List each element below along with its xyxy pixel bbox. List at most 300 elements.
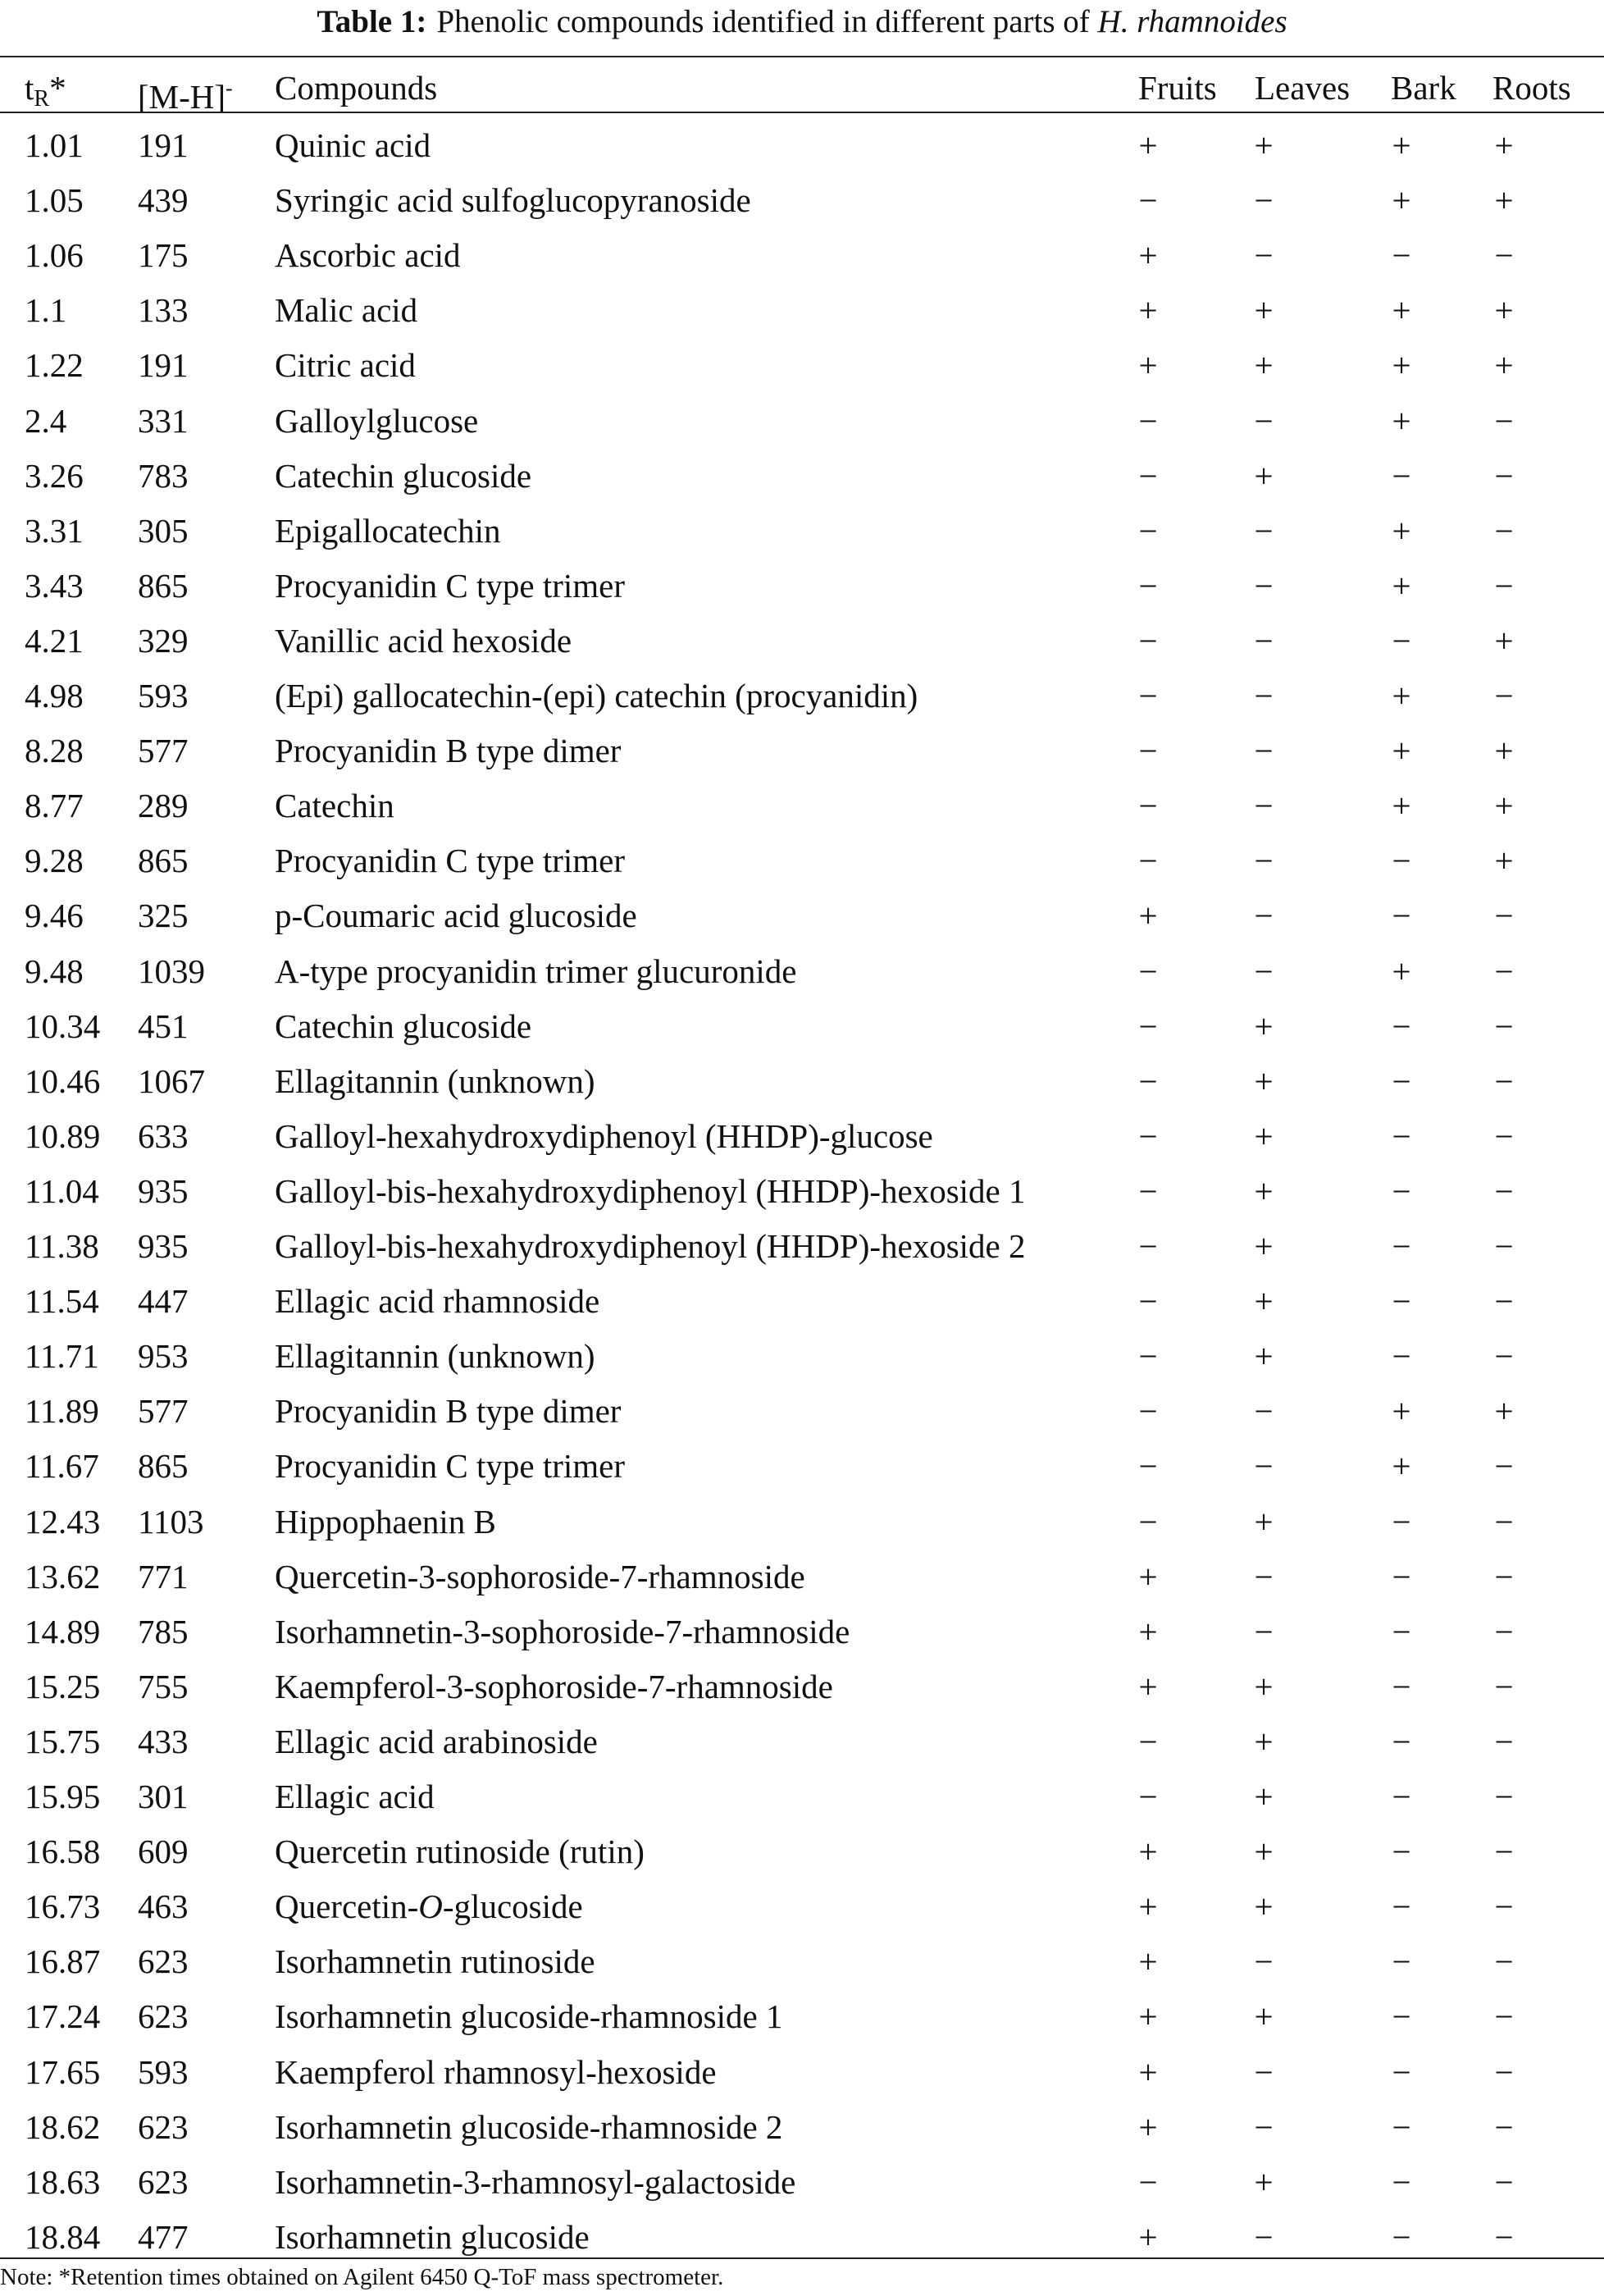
- cell-compound: Isorhamnetin rutinoside: [275, 1942, 595, 1981]
- table-row: [0, 1495, 1604, 1550]
- cell-roots: +: [1494, 732, 1514, 770]
- cell-retention-time: 18.84: [25, 2217, 101, 2256]
- cell-fruits: −: [1138, 566, 1158, 605]
- cell-compound: Procyanidin B type dimer: [275, 732, 622, 770]
- cell-roots: +: [1494, 621, 1514, 660]
- cell-roots: +: [1494, 1392, 1514, 1431]
- cell-fruits: −: [1138, 1061, 1158, 1100]
- table-row: [0, 778, 1604, 833]
- cell-compound: Epigallocatechin: [275, 511, 501, 550]
- table-row: [0, 1329, 1604, 1384]
- cell-leaves: −: [1254, 511, 1274, 550]
- cell-mass: 325: [138, 897, 189, 935]
- cell-fruits: −: [1138, 1778, 1158, 1815]
- cell-bark: −: [1392, 2162, 1411, 2201]
- cell-fruits: +: [1138, 346, 1158, 385]
- cell-mass: 447: [138, 1282, 189, 1321]
- cell-leaves: −: [1254, 897, 1274, 935]
- cell-bark: −: [1392, 1887, 1411, 1926]
- cell-mass: 331: [138, 401, 189, 440]
- cell-mass: 433: [138, 1722, 189, 1760]
- cell-roots: −: [1494, 1612, 1514, 1650]
- cell-mass: 1067: [138, 1061, 205, 1100]
- cell-mass: 623: [138, 1942, 189, 1981]
- cell-roots: −: [1494, 1006, 1514, 1045]
- cell-bark: −: [1392, 621, 1411, 660]
- bottom-rule: [0, 2257, 1604, 2259]
- cell-retention-time: 4.21: [25, 621, 84, 660]
- cell-roots: −: [1494, 1887, 1514, 1926]
- cell-roots: −: [1494, 1502, 1514, 1541]
- header-bark: Bark: [1391, 69, 1456, 107]
- table-row: [0, 1604, 1604, 1659]
- cell-retention-time: 14.89: [25, 1612, 101, 1650]
- table-row: [0, 888, 1604, 943]
- cell-leaves: −: [1254, 732, 1274, 770]
- cell-fruits: +: [1138, 1557, 1158, 1595]
- cell-roots: −: [1494, 1061, 1514, 1100]
- cell-fruits: +: [1138, 2052, 1158, 2091]
- cell-leaves: −: [1254, 842, 1274, 880]
- table-row: [0, 1934, 1604, 1989]
- cell-fruits: +: [1138, 1833, 1158, 1871]
- cell-roots: −: [1494, 2052, 1514, 2091]
- cell-retention-time: 18.62: [25, 2107, 101, 2146]
- cell-leaves: +: [1254, 1887, 1274, 1926]
- table-label: Table 1:: [317, 4, 427, 39]
- cell-leaves: −: [1254, 1612, 1274, 1650]
- cell-fruits: +: [1138, 897, 1158, 935]
- cell-retention-time: 1.05: [25, 181, 84, 220]
- cell-fruits: −: [1138, 2162, 1158, 2201]
- cell-retention-time: 1.06: [25, 236, 84, 275]
- cell-roots: +: [1494, 181, 1514, 220]
- cell-fruits: −: [1138, 1722, 1158, 1760]
- cell-compound: Ellagic acid arabinoside: [275, 1722, 598, 1760]
- cell-retention-time: 1.1: [25, 291, 67, 330]
- header-leaves: Leaves: [1255, 69, 1351, 107]
- cell-roots: +: [1494, 291, 1514, 330]
- table-row: [0, 1989, 1604, 2044]
- cell-retention-time: 15.75: [25, 1722, 101, 1760]
- cell-compound: Catechin glucoside: [275, 456, 532, 495]
- cell-leaves: −: [1254, 1447, 1274, 1486]
- cell-roots: −: [1494, 677, 1514, 714]
- cell-bark: +: [1392, 346, 1411, 385]
- cell-fruits: −: [1138, 511, 1158, 550]
- table-row: [0, 283, 1604, 338]
- cell-fruits: −: [1138, 1502, 1158, 1541]
- cell-roots: −: [1494, 456, 1514, 495]
- table-row: [0, 1550, 1604, 1604]
- header-compounds: Compounds: [275, 69, 438, 107]
- cell-bark: +: [1392, 732, 1411, 770]
- cell-compound: Kaempferol-3-sophoroside-7-rhamnoside: [275, 1667, 833, 1705]
- cell-leaves: +: [1254, 1227, 1274, 1265]
- cell-leaves: +: [1254, 1502, 1274, 1541]
- cell-fruits: −: [1138, 181, 1158, 220]
- cell-leaves: +: [1254, 346, 1274, 385]
- cell-leaves: +: [1254, 291, 1274, 330]
- cell-compound: Isorhamnetin glucoside: [275, 2217, 590, 2256]
- cell-compound: Ellagic acid: [275, 1778, 435, 1815]
- cell-mass: 755: [138, 1667, 189, 1705]
- cell-leaves: −: [1254, 2107, 1274, 2146]
- cell-leaves: −: [1254, 1392, 1274, 1431]
- cell-fruits: +: [1138, 291, 1158, 330]
- cell-fruits: −: [1138, 732, 1158, 770]
- cell-mass: 865: [138, 842, 189, 880]
- cell-leaves: −: [1254, 401, 1274, 440]
- cell-leaves: −: [1254, 952, 1274, 990]
- cell-fruits: +: [1138, 236, 1158, 275]
- cell-retention-time: 2.4: [25, 401, 67, 440]
- cell-leaves: −: [1254, 566, 1274, 605]
- table-row: [0, 1659, 1604, 1714]
- cell-compound: Quercetin rutinoside (rutin): [275, 1833, 645, 1871]
- cell-mass: 301: [138, 1778, 189, 1815]
- cell-compound: Galloyl-bis-hexahydroxydiphenoyl (HHDP)-hexoside 1: [275, 1171, 1026, 1210]
- cell-compound: Ellagitannin (unknown): [275, 1337, 595, 1376]
- cell-retention-time: 13.62: [25, 1557, 101, 1595]
- cell-mass: 593: [138, 677, 189, 714]
- cell-bark: −: [1392, 456, 1411, 495]
- cell-leaves: +: [1254, 1006, 1274, 1045]
- cell-mass: 577: [138, 1392, 189, 1431]
- cell-bark: +: [1392, 401, 1411, 440]
- table-row: [0, 394, 1604, 449]
- cell-leaves: −: [1254, 2217, 1274, 2256]
- cell-compound: Galloylglucose: [275, 401, 479, 440]
- cell-retention-time: 11.71: [25, 1337, 99, 1376]
- cell-bark: +: [1392, 181, 1411, 220]
- cell-bark: −: [1392, 2052, 1411, 2091]
- cell-bark: −: [1392, 2107, 1411, 2146]
- cell-fruits: +: [1138, 1942, 1158, 1981]
- cell-compound: Galloyl-hexahydroxydiphenoyl (HHDP)-glucose: [275, 1116, 933, 1155]
- cell-retention-time: 8.28: [25, 732, 84, 770]
- cell-leaves: +: [1254, 1116, 1274, 1155]
- cell-compound: Citric acid: [275, 346, 416, 385]
- cell-bark: −: [1392, 1833, 1411, 1871]
- cell-fruits: −: [1138, 1227, 1158, 1265]
- cell-mass: 771: [138, 1557, 189, 1595]
- cell-retention-time: 11.67: [25, 1447, 99, 1486]
- table-row: [0, 2210, 1604, 2265]
- cell-retention-time: 9.28: [25, 842, 84, 880]
- cell-fruits: −: [1138, 1006, 1158, 1045]
- cell-compound: Procyanidin B type dimer: [275, 1392, 622, 1431]
- cell-fruits: −: [1138, 1337, 1158, 1376]
- table-row: [0, 1769, 1604, 1824]
- cell-roots: +: [1494, 842, 1514, 880]
- header-tr-sub: R: [34, 86, 50, 112]
- cell-bark: +: [1392, 1392, 1411, 1431]
- cell-roots: −: [1494, 2162, 1514, 2201]
- cell-retention-time: 17.24: [25, 1997, 101, 2036]
- cell-compound: Kaempferol rhamnosyl-hexoside: [275, 2052, 717, 2091]
- header-roots: Roots: [1492, 69, 1571, 107]
- cell-retention-time: 9.46: [25, 897, 84, 935]
- table-row: [0, 1879, 1604, 1934]
- cell-mass: 133: [138, 291, 189, 330]
- cell-bark: +: [1392, 566, 1411, 605]
- cell-roots: −: [1494, 401, 1514, 440]
- cell-fruits: −: [1138, 456, 1158, 495]
- table-row: [0, 228, 1604, 283]
- cell-compound: Procyanidin C type trimer: [275, 842, 625, 880]
- cell-fruits: −: [1138, 1171, 1158, 1210]
- cell-leaves: −: [1254, 181, 1274, 220]
- cell-roots: −: [1494, 1942, 1514, 1981]
- table-row: [0, 173, 1604, 228]
- cell-compound: Galloyl-bis-hexahydroxydiphenoyl (HHDP)-hexoside 2: [275, 1227, 1026, 1265]
- cell-roots: −: [1494, 511, 1514, 550]
- cell-roots: −: [1494, 2107, 1514, 2146]
- cell-mass: 577: [138, 732, 189, 770]
- cell-roots: −: [1494, 1833, 1514, 1871]
- cell-bark: −: [1392, 842, 1411, 880]
- cell-retention-time: 3.43: [25, 566, 84, 605]
- caption-text: Phenolic compounds identified in different parts of: [436, 4, 1090, 39]
- cell-compound: Isorhamnetin glucoside-rhamnoside 2: [275, 2107, 783, 2146]
- table-row: [0, 723, 1604, 778]
- cell-fruits: +: [1138, 1887, 1158, 1926]
- cell-retention-time: 10.34: [25, 1006, 101, 1045]
- cell-fruits: +: [1138, 1612, 1158, 1650]
- cell-mass: 623: [138, 2162, 189, 2201]
- table-row: [0, 833, 1604, 888]
- table-row: [0, 449, 1604, 504]
- cell-mass: 463: [138, 1887, 189, 1926]
- cell-bark: −: [1392, 1171, 1411, 1210]
- cell-fruits: −: [1138, 621, 1158, 660]
- cell-mass: 477: [138, 2217, 189, 2256]
- cell-compound: Procyanidin C type trimer: [275, 1447, 625, 1486]
- cell-retention-time: 18.63: [25, 2162, 101, 2201]
- cell-roots: +: [1494, 346, 1514, 385]
- cell-bark: −: [1392, 1337, 1411, 1376]
- cell-retention-time: 11.38: [25, 1227, 99, 1265]
- cell-bark: −: [1392, 1612, 1411, 1650]
- cell-fruits: −: [1138, 787, 1158, 825]
- cell-roots: −: [1494, 236, 1514, 275]
- table-row: [0, 338, 1604, 393]
- table-row: [0, 1164, 1604, 1219]
- cell-retention-time: 9.48: [25, 952, 84, 990]
- cell-retention-time: 1.01: [25, 126, 84, 164]
- cell-bark: +: [1392, 787, 1411, 825]
- cell-roots: −: [1494, 952, 1514, 990]
- cell-bark: −: [1392, 1722, 1411, 1760]
- cell-fruits: +: [1138, 126, 1158, 164]
- table-row: [0, 999, 1604, 1054]
- table-row: [0, 2155, 1604, 2210]
- cell-leaves: +: [1254, 1337, 1274, 1376]
- cell-mass: 1103: [138, 1502, 204, 1541]
- cell-roots: −: [1494, 1722, 1514, 1760]
- table-row: [0, 1109, 1604, 1164]
- cell-bark: +: [1392, 1447, 1411, 1486]
- table-row: [0, 1824, 1604, 1879]
- cell-fruits: +: [1138, 2107, 1158, 2146]
- cell-roots: −: [1494, 1227, 1514, 1265]
- cell-mass: 329: [138, 621, 189, 660]
- cell-compound: Catechin glucoside: [275, 1006, 532, 1045]
- cell-retention-time: 8.77: [25, 787, 84, 825]
- cell-leaves: +: [1254, 456, 1274, 495]
- cell-roots: −: [1494, 1171, 1514, 1210]
- cell-bark: +: [1392, 511, 1411, 550]
- cell-leaves: +: [1254, 1997, 1274, 2036]
- cell-compound: p-Coumaric acid glucoside: [275, 897, 637, 935]
- cell-mass: 609: [138, 1833, 189, 1871]
- cell-bark: −: [1392, 1227, 1411, 1265]
- cell-roots: −: [1494, 1337, 1514, 1376]
- cell-retention-time: 3.31: [25, 511, 84, 550]
- cell-mass: 623: [138, 1997, 189, 2036]
- cell-leaves: +: [1254, 1282, 1274, 1321]
- cell-mass: 305: [138, 511, 189, 550]
- cell-leaves: −: [1254, 1557, 1274, 1595]
- table-row: [0, 1274, 1604, 1329]
- cell-compound: A-type procyanidin trimer glucuronide: [275, 952, 797, 990]
- cell-leaves: +: [1254, 2162, 1274, 2201]
- cell-bark: +: [1392, 291, 1411, 330]
- cell-roots: +: [1494, 787, 1514, 825]
- header-tr-mark: *: [49, 69, 66, 107]
- cell-mass: 935: [138, 1171, 189, 1210]
- cell-fruits: −: [1138, 401, 1158, 440]
- cell-mass: 593: [138, 2052, 189, 2091]
- cell-bark: −: [1392, 897, 1411, 935]
- header-fruits: Fruits: [1138, 69, 1217, 107]
- cell-compound: Syringic acid sulfoglucopyranoside: [275, 181, 751, 220]
- table-row: [0, 1384, 1604, 1439]
- cell-leaves: +: [1254, 1667, 1274, 1705]
- cell-mass: 783: [138, 456, 189, 495]
- cell-retention-time: 11.89: [25, 1392, 99, 1431]
- cell-compound: Isorhamnetin-3-sophoroside-7-rhamnoside: [275, 1612, 850, 1650]
- cell-mass: 785: [138, 1612, 189, 1650]
- cell-retention-time: 10.46: [25, 1061, 101, 1100]
- cell-compound: Vanillic acid hexoside: [275, 621, 572, 660]
- cell-fruits: +: [1138, 2217, 1158, 2256]
- cell-mass: 865: [138, 1447, 189, 1486]
- cell-retention-time: 16.73: [25, 1887, 101, 1926]
- header-tr-base: t: [25, 69, 34, 107]
- cell-leaves: −: [1254, 1942, 1274, 1981]
- cell-roots: −: [1494, 1778, 1514, 1815]
- cell-leaves: +: [1254, 126, 1274, 164]
- cell-leaves: −: [1254, 621, 1274, 660]
- cell-compound: Hippophaenin B: [275, 1502, 496, 1541]
- cell-fruits: −: [1138, 1282, 1158, 1321]
- cell-leaves: −: [1254, 2052, 1274, 2091]
- cell-compound: Ellagitannin (unknown): [275, 1061, 595, 1100]
- cell-compound: Quinic acid: [275, 126, 431, 164]
- cell-bark: −: [1392, 1061, 1411, 1100]
- cell-mass: 935: [138, 1227, 189, 1265]
- cell-roots: −: [1494, 2217, 1514, 2256]
- cell-leaves: −: [1254, 787, 1274, 825]
- cell-retention-time: 10.89: [25, 1116, 101, 1155]
- cell-mass: 633: [138, 1116, 189, 1155]
- table-row: [0, 504, 1604, 559]
- table-note: Note: *Retention times obtained on Agilent 6450 Q-ToF mass spectrometer.: [0, 2264, 724, 2290]
- cell-mass: 623: [138, 2107, 189, 2146]
- cell-bark: −: [1392, 1942, 1411, 1981]
- cell-leaves: −: [1254, 677, 1274, 714]
- cell-leaves: +: [1254, 1171, 1274, 1210]
- cell-compound: Isorhamnetin-3-rhamnosyl-galactoside: [275, 2162, 796, 2201]
- cell-bark: +: [1392, 126, 1411, 164]
- cell-retention-time: 12.43: [25, 1502, 101, 1541]
- cell-mass: 439: [138, 181, 189, 220]
- table-row: [0, 944, 1604, 999]
- cell-bark: −: [1392, 1557, 1411, 1595]
- cell-leaves: −: [1254, 236, 1274, 275]
- table-row: [0, 2100, 1604, 2155]
- cell-retention-time: 1.22: [25, 346, 84, 385]
- cell-bark: +: [1392, 952, 1411, 990]
- cell-fruits: +: [1138, 1667, 1158, 1705]
- cell-bark: −: [1392, 1282, 1411, 1321]
- cell-mass: 175: [138, 236, 189, 275]
- cell-leaves: +: [1254, 1778, 1274, 1815]
- cell-mass: 289: [138, 787, 189, 825]
- cell-compound: Quercetin-O-glucoside: [275, 1887, 583, 1926]
- cell-roots: −: [1494, 1997, 1514, 2036]
- cell-retention-time: 15.95: [25, 1778, 101, 1815]
- cell-roots: −: [1494, 1116, 1514, 1155]
- cell-bark: −: [1392, 236, 1411, 275]
- cell-mass: 191: [138, 126, 189, 164]
- cell-fruits: −: [1138, 842, 1158, 880]
- cell-compound: Catechin: [275, 787, 394, 825]
- cell-mass: 865: [138, 566, 189, 605]
- table-row: [0, 1714, 1604, 1769]
- cell-compound: Procyanidin C type trimer: [275, 566, 625, 605]
- cell-mass: 953: [138, 1337, 189, 1376]
- table-row: [0, 614, 1604, 669]
- cell-roots: −: [1494, 1667, 1514, 1705]
- cell-bark: −: [1392, 1667, 1411, 1705]
- cell-mass: 1039: [138, 952, 205, 990]
- cell-retention-time: 11.04: [25, 1171, 99, 1210]
- cell-retention-time: 16.87: [25, 1942, 101, 1981]
- cell-fruits: −: [1138, 1116, 1158, 1155]
- table-row: [0, 1054, 1604, 1109]
- cell-fruits: −: [1138, 1392, 1158, 1431]
- cell-leaves: +: [1254, 1722, 1274, 1760]
- table-row: [0, 559, 1604, 614]
- table-row: [0, 2045, 1604, 2100]
- cell-bark: −: [1392, 1778, 1411, 1815]
- cell-retention-time: 17.65: [25, 2052, 101, 2091]
- cell-retention-time: 4.98: [25, 677, 84, 714]
- cell-compound: Ascorbic acid: [275, 236, 461, 275]
- cell-roots: −: [1494, 1447, 1514, 1486]
- header-mh-sup: -: [226, 76, 233, 100]
- cell-retention-time: 15.25: [25, 1667, 101, 1705]
- cell-fruits: +: [1138, 1997, 1158, 2036]
- table-row: [0, 1439, 1604, 1494]
- cell-leaves: +: [1254, 1833, 1274, 1871]
- cell-bark: −: [1392, 2217, 1411, 2256]
- cell-compound: (Epi) gallocatechin-(epi) catechin (procyanidin): [275, 677, 918, 714]
- cell-fruits: −: [1138, 952, 1158, 990]
